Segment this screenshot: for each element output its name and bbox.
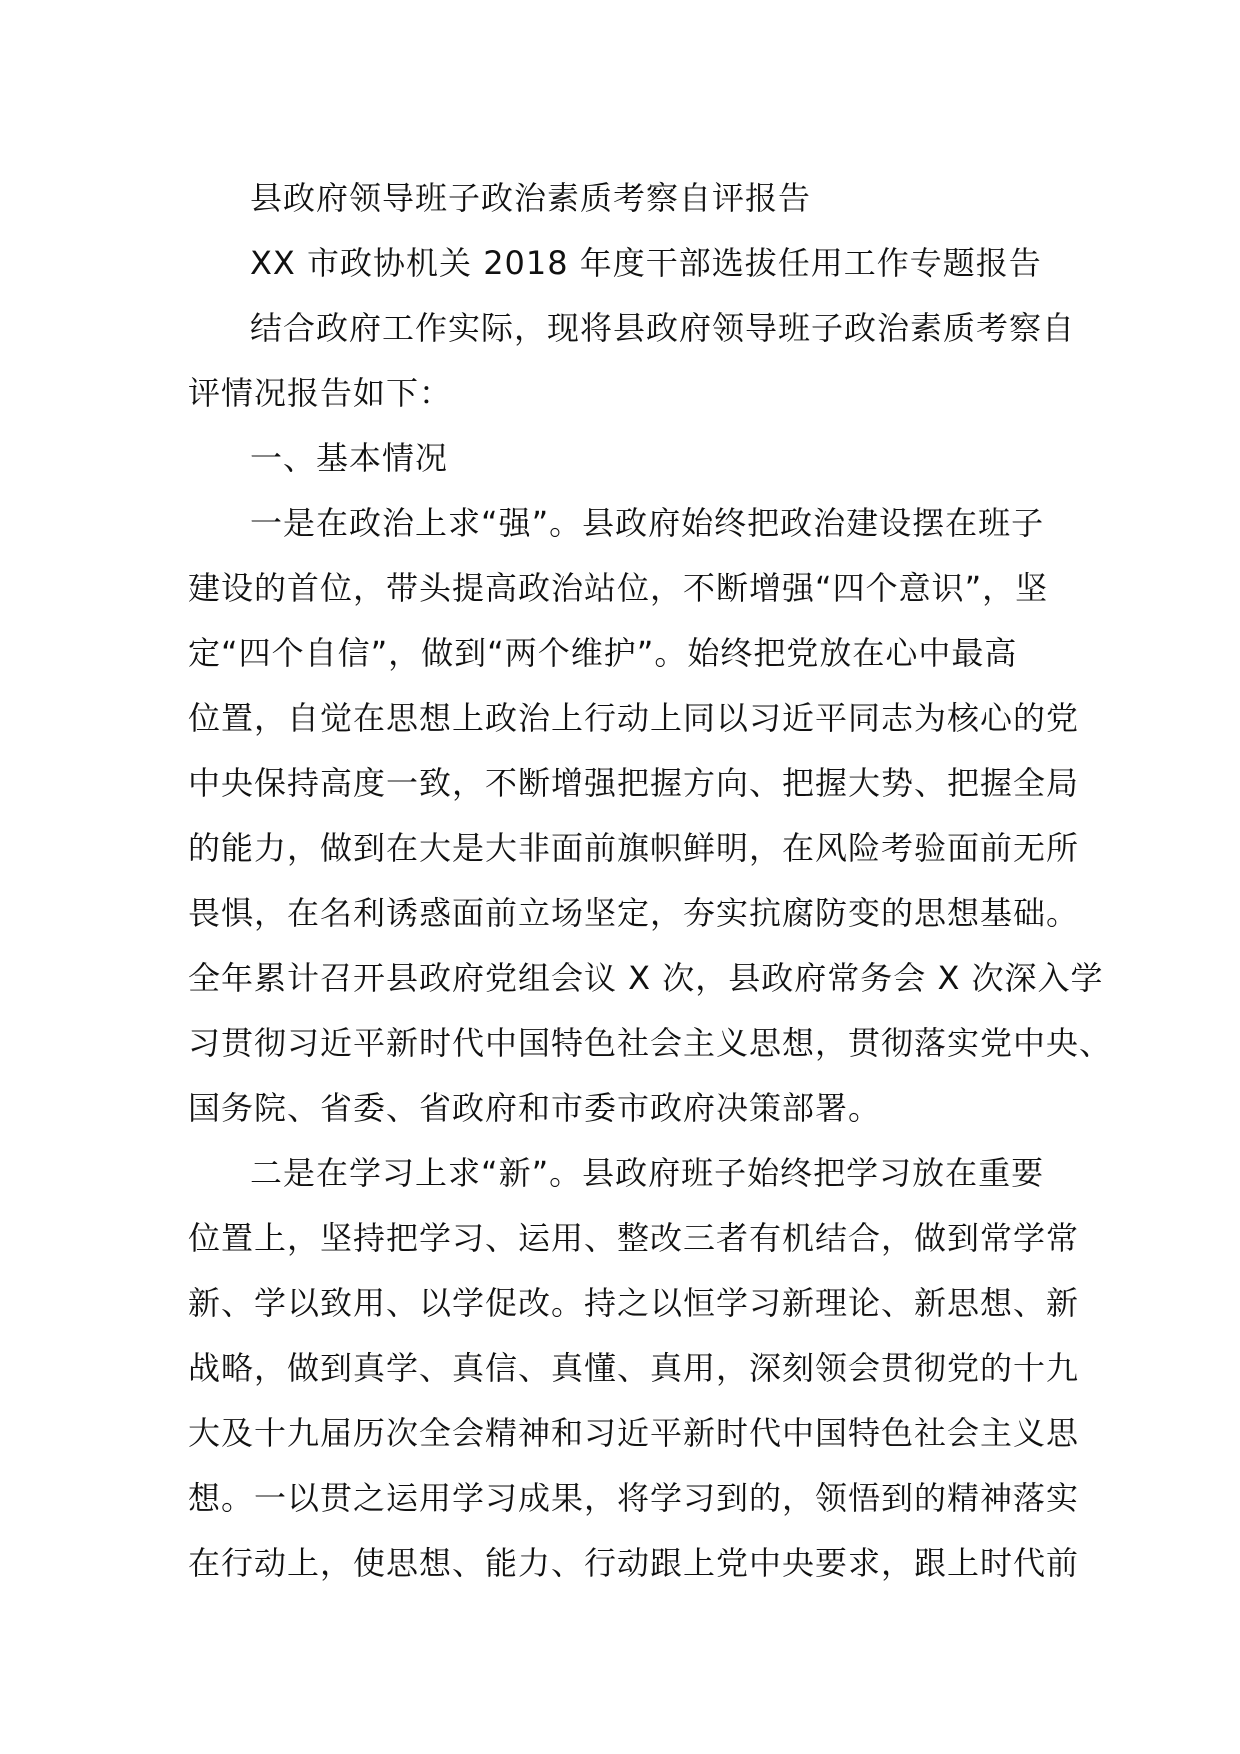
paragraph-line: 国务院、省委、省政府和市委市政府决策部署。 [188, 1089, 882, 1127]
paragraph-line: 位置上，坚持把学习、运用、整改三者有机结合，做到常学常 [188, 1219, 1080, 1257]
paragraph-line: 建设的首位，带头提高政治站位，不断增强“四个意识”，坚 [188, 569, 1049, 607]
paragraph-line: 大及十九届历次全会精神和习近平新时代中国特色社会主义思 [188, 1414, 1080, 1452]
paragraph-line: 结合政府工作实际，现将县政府领导班子政治素质考察自 [250, 309, 1076, 347]
paragraph-line: 位置，自觉在思想上政治上行动上同以习近平同志为核心的党 [188, 699, 1080, 737]
section-heading: 一、基本情况 [250, 439, 449, 477]
paragraph-line: 畏惧，在名利诱惑面前立场坚定，夯实抗腐防变的思想基础。 [188, 894, 1080, 932]
document-subtitle: XX 市政协机关 2018 年度干部选拔任用工作专题报告 [250, 244, 1042, 282]
paragraph-line: 中央保持高度一致，不断增强把握方向、把握大势、把握全局 [188, 764, 1080, 802]
paragraph-line: 全年累计召开县政府党组会议 X 次，县政府常务会 X 次深入学 [188, 959, 1104, 997]
document-title: 县政府领导班子政治素质考察自评报告 [250, 179, 812, 217]
paragraph-line: 二是在学习上求“新”。县政府班子始终把学习放在重要 [250, 1154, 1045, 1192]
paragraph-line: 在行动上，使思想、能力、行动跟上党中央要求，跟上时代前 [188, 1544, 1080, 1582]
paragraph-line: 的能力，做到在大是大非面前旗帜鲜明，在风险考验面前无所 [188, 829, 1080, 867]
paragraph-line: 习贯彻习近平新时代中国特色社会主义思想，贯彻落实党中央、 [188, 1024, 1113, 1062]
paragraph-line: 一是在政治上求“强”。县政府始终把政治建设摆在班子 [250, 504, 1045, 542]
paragraph-line: 定“四个自信”，做到“两个维护”。始终把党放在心中最高 [188, 634, 1018, 672]
paragraph-line: 评情况报告如下： [188, 374, 453, 412]
paragraph-line: 战略，做到真学、真信、真懂、真用，深刻领会贯彻党的十九 [188, 1349, 1080, 1387]
paragraph-line: 新、学以致用、以学促改。持之以恒学习新理论、新思想、新 [188, 1284, 1080, 1322]
paragraph-line: 想。一以贯之运用学习成果，将学习到的，领悟到的精神落实 [188, 1479, 1080, 1517]
